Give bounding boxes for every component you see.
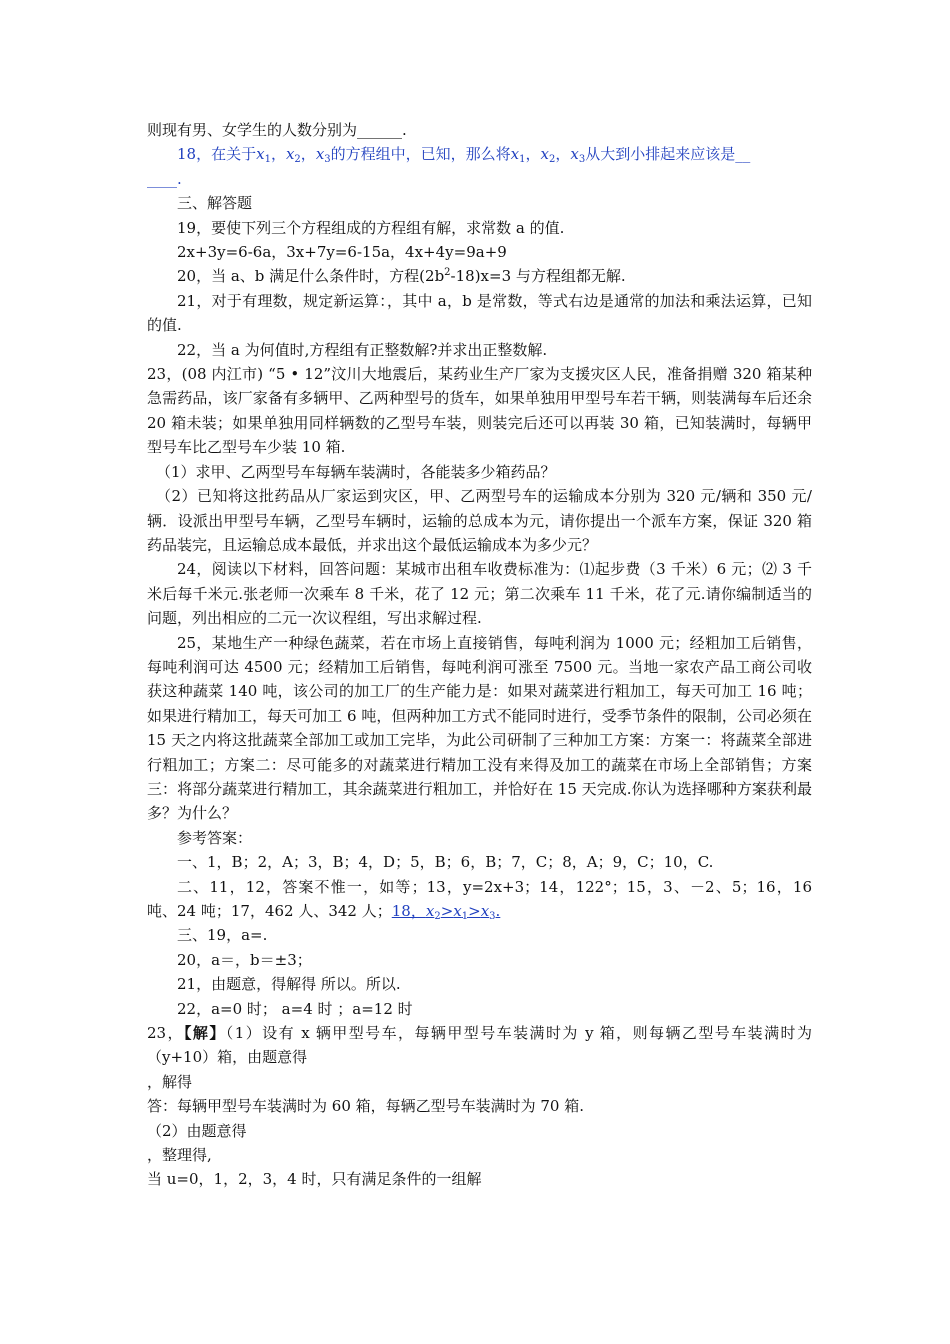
text: -18)x=3 与方程组都无解. <box>450 267 626 286</box>
text: > <box>468 902 481 920</box>
text: （1）求甲、乙两型号车每辆车装满时，各能装多少箱药品？ <box>156 462 556 481</box>
sup: 2 <box>444 267 451 279</box>
sub: 2 <box>434 911 441 922</box>
text: 22，当 a 为何值时,方程组有正整数解?并求出正整数解. <box>177 340 548 359</box>
text: ，整理得, <box>147 1146 212 1165</box>
sub: 3 <box>578 154 586 166</box>
text-line <box>147 1143 812 1167</box>
var-x: x <box>285 145 295 164</box>
answer-21 <box>147 972 812 996</box>
sub: 1 <box>519 154 526 166</box>
question-25 <box>147 631 812 826</box>
text: 18，在关于 <box>177 145 257 164</box>
text: . <box>495 902 501 920</box>
var-x: x <box>425 902 435 920</box>
question-18 <box>147 142 812 166</box>
text: ____. <box>147 169 182 188</box>
question-24 <box>147 557 812 630</box>
question-19 <box>147 216 812 240</box>
text: 19，要使下列三个方程组成的方程组有解，求常数 a 的值. <box>177 218 565 237</box>
var-x: x <box>540 145 549 164</box>
text: ，解得 <box>147 1072 193 1091</box>
text-line <box>147 1167 812 1191</box>
answer-20 <box>147 948 812 972</box>
text: 21，由题意，得解得 所以。所以. <box>177 975 401 994</box>
text-line <box>147 118 812 142</box>
text-line <box>147 1119 812 1143</box>
text: ， <box>525 145 541 164</box>
text-line <box>147 1094 812 1118</box>
question-23-part-1 <box>147 460 812 484</box>
text: （1）设有 x 辆甲型号车，每辆甲型号车装满时为 y 箱，则每辆乙型号车装满时为（y+10）箱，由题意得 <box>147 1024 812 1067</box>
text: （2）由题意得 <box>147 1121 247 1140</box>
answers-part-3 <box>147 923 812 947</box>
var-x: x <box>453 902 462 920</box>
text: 三、解答题 <box>177 194 253 213</box>
sub: 3 <box>324 154 331 166</box>
question-20 <box>147 264 812 288</box>
text: ， <box>300 145 316 164</box>
solution-label: 【解】 <box>183 1024 226 1043</box>
text: 25，某地生产一种绿色蔬菜，若在市场上直接销售，每吨利润为 1000 元；经粗加工后销售，每吨利润可达 4500 元；经精加工后销售，每吨利润可涨至 7500 元。当地一家农产品工商公司收获这种蔬菜 140 吨，该公司的加工厂的生产能力是：如果对蔬菜进行粗加工，每天可加工 16 吨；如果进行精加工，每天可加工 6 吨，但两种加工方式不能同时进行，受季节条件的限制，公司必须在 15 天之内将这批蔬菜全部加工或加工完毕，为此公司研制了三种加工方案：方案一：将蔬菜全部进行粗加工；方案二：尽可能多的对蔬菜进行精加工没有来得及加工的蔬菜在市场上全部销售；方案三：将部分蔬菜进行精加工，其余蔬菜进行粗加工，并恰好在 15 天完成.你认为选择哪种方案获利最多？为什么？ <box>147 633 812 823</box>
text: 一、1，B；2，A；3，B；4，D；5，B；6，B；7，C；8，A；9，C；10，C. <box>177 853 714 872</box>
answers-part-1 <box>147 850 812 874</box>
text: 从大到小排起来应该是__ <box>585 145 751 164</box>
answers-heading <box>147 826 812 850</box>
question-23-part-2 <box>147 484 812 557</box>
text: 则现有男、女学生的人数分别为______. <box>147 121 407 139</box>
sub: 2 <box>549 154 556 166</box>
var-x: x <box>570 145 579 164</box>
var-x: x <box>510 145 520 164</box>
sub: 3 <box>489 911 496 922</box>
question-22 <box>147 338 812 362</box>
text: 二、11，12，答案不惟一，如等；13，y=2x+3；14，122°；15，3、－2、5；16，16 吨、24 吨；17，462 人、342 人； <box>147 877 812 920</box>
sub: 1 <box>461 911 469 922</box>
text-line <box>147 1070 812 1094</box>
text: 当 u=0，1，2，3，4 时，只有满足条件的一组解 <box>147 1170 482 1189</box>
answer-22 <box>147 997 812 1021</box>
answers-part-2 <box>147 875 812 924</box>
section-heading <box>147 191 812 215</box>
answer-18-link[interactable] <box>392 902 501 920</box>
text: 23，(08 内江市) “5 • 12”汶川大地震后，某药业生产厂家为支援灾区人民，准备捐赠 320 箱某种急需药品，该厂家备有多辆甲、乙两种型号的货车，如果单独用甲型号车若干辆，则装满每车后还余 20 箱未装；如果单独用同样辆数的乙型号车装，则装完后还可以再装 30 箱，已知装满时，每辆甲型号车比乙型号车少装 10 箱. <box>147 365 812 457</box>
sub: 2 <box>294 154 301 166</box>
text: 三、19，a=. <box>177 926 268 945</box>
text: 24，阅读以下材料，回答问题：某城市出租车收费标准为：⑴起步费（3 千米）6 元；⑵ 3 千米后每千米元.张老师一次乘车 8 千米，花了 12 元；第二次乘车 11 千米，花了元.请你编制适当的问题，列出相应的二元一次议程组，写出求解过程. <box>147 560 812 628</box>
text: 参考答案： <box>177 828 253 847</box>
text: 的方程组中，已知，那么将 <box>330 145 511 164</box>
sub: 1 <box>264 154 271 166</box>
text: （2）已知将这批药品从厂家运到灾区，甲、乙两型号车的运输成本分别为 320 元/辆和 350 元/辆．设派出甲型号车辆，乙型号车辆时，运输的总成本为元，请你提出一个派车方案，保证 320 箱药品装完，且运输总成本最低，并求出这个最低运输成本为多少元？ <box>147 487 812 554</box>
question-21 <box>147 289 812 338</box>
text: > <box>440 902 454 920</box>
question-23 <box>147 362 812 460</box>
text-line <box>147 167 812 191</box>
text: 23， <box>147 1024 184 1043</box>
text: 2x+3y=6-6a，3x+7y=6-15a，4x+4y=9a+9 <box>177 243 507 262</box>
var-x: x <box>256 145 265 164</box>
text: ， <box>555 145 571 164</box>
equation-line <box>147 240 812 264</box>
text: 21，对于有理数，规定新运算：，其中 a，b 是常数，等式右边是通常的加法和乘法运算，已知的值. <box>147 291 812 335</box>
text: 18， <box>391 902 426 920</box>
text: 20，a＝，b＝±3； <box>177 950 312 969</box>
text: ， <box>270 145 286 164</box>
var-x: x <box>480 902 490 920</box>
text: 20，当 a、b 满足什么条件时，方程(2b <box>177 267 445 286</box>
var-x: x <box>315 145 325 164</box>
text: 答：每辆甲型号车装满时为 60 箱，每辆乙型号车装满时为 70 箱. <box>147 1097 585 1116</box>
document-page <box>147 118 812 1192</box>
text: 22，a=0 时； a=4 时 ；a=12 时 <box>177 999 413 1018</box>
answer-23 <box>147 1021 812 1070</box>
